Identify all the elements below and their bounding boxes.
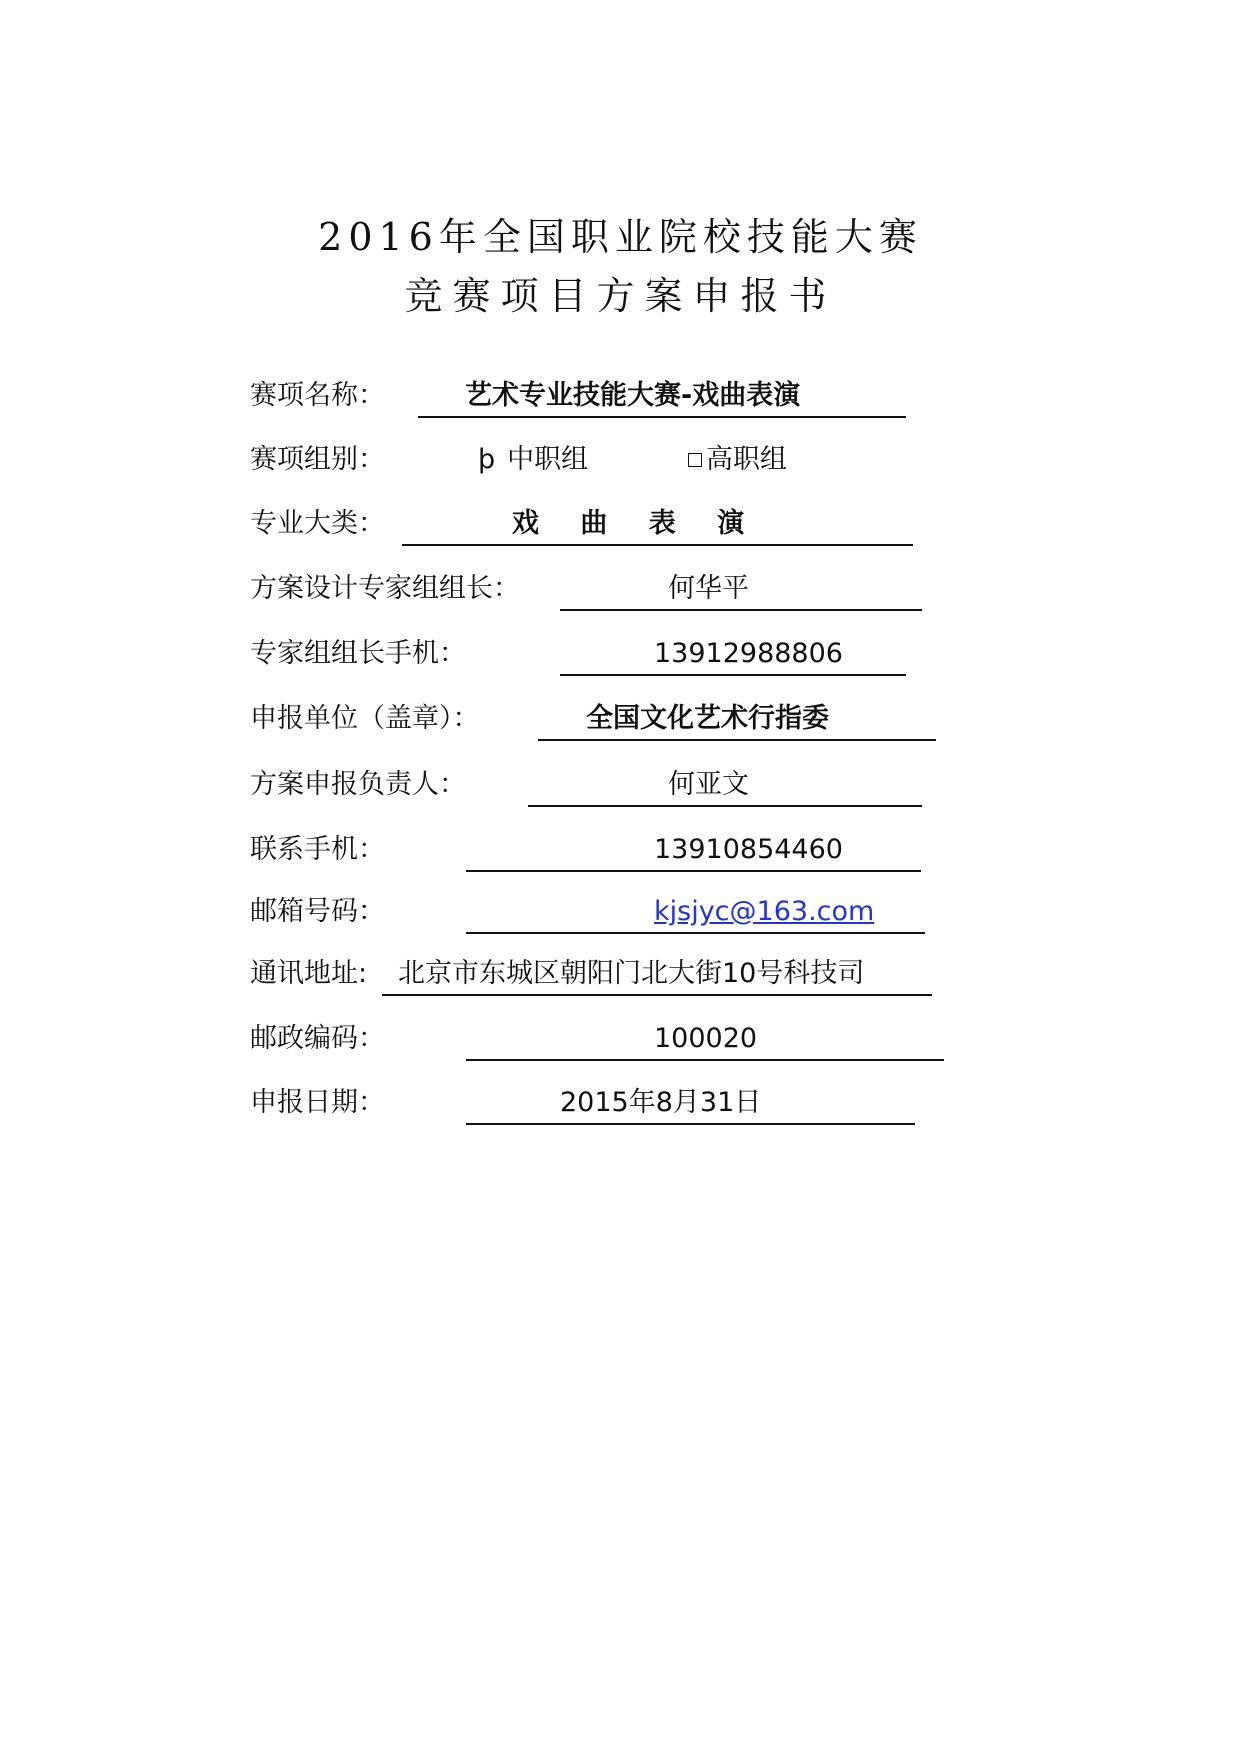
event-group-label: 赛项组别： <box>250 444 385 475</box>
postal-code-row <box>250 1017 970 1061</box>
date-value: 2015年8月31日 <box>560 1087 762 1118</box>
event-name-row <box>250 374 950 418</box>
responsible-person-label: 方案申报负责人： <box>250 769 466 800</box>
applicant-unit-value: 全国文化艺术行指委 <box>586 703 829 734</box>
major-category-row <box>250 502 950 546</box>
address-row <box>250 952 970 996</box>
event-group-row <box>250 438 950 482</box>
responsible-person-row <box>250 763 970 807</box>
document-title-line2: 竞赛项目方案申报书 <box>404 274 837 318</box>
email-row <box>250 890 970 934</box>
document-title-line1: 2016年全国职业院校技能大赛 <box>318 215 923 259</box>
contact-phone-label: 联系手机： <box>250 834 385 865</box>
date-row <box>250 1081 970 1125</box>
major-category-value: 戏 曲 表 演 <box>512 508 761 539</box>
contact-phone-row <box>250 828 970 872</box>
major-category-label: 专业大类： <box>250 508 385 539</box>
leader-phone-value: 13912988806 <box>654 638 843 669</box>
postal-code-value: 100020 <box>654 1023 758 1054</box>
postal-code-label: 邮政编码： <box>250 1023 385 1054</box>
option-higher-vocational-label: 高职组 <box>706 444 787 475</box>
address-value: 北京市东城区朝阳门北大街10号科技司 <box>398 958 865 989</box>
contact-phone-value: 13910854460 <box>654 834 843 865</box>
expert-leader-value: 何华平 <box>668 573 749 604</box>
option-higher-vocational <box>688 438 787 482</box>
date-label: 申报日期： <box>250 1087 385 1118</box>
applicant-unit-row <box>250 697 970 741</box>
leader-phone-label: 专家组组长手机： <box>250 638 466 669</box>
leader-phone-row <box>250 632 970 676</box>
email-link[interactable]: kjsjyc@163.com <box>654 896 875 927</box>
responsible-person-value: 何亚文 <box>668 769 749 800</box>
email-label: 邮箱号码： <box>250 896 385 927</box>
event-name-value: 艺术专业技能大赛-戏曲表演 <box>465 380 801 411</box>
expert-leader-row <box>250 567 970 611</box>
option-secondary-vocational-label: 中职组 <box>507 444 589 475</box>
option-secondary-vocational <box>478 438 588 482</box>
event-name-label: 赛项名称： <box>250 380 385 411</box>
address-label: 通讯地址: <box>250 958 368 989</box>
unchecked-box-icon <box>688 453 702 467</box>
applicant-unit-label: 申报单位（盖章）： <box>250 703 480 734</box>
expert-leader-label: 方案设计专家组组长： <box>250 573 520 604</box>
checked-mark-icon: þ <box>478 444 496 475</box>
